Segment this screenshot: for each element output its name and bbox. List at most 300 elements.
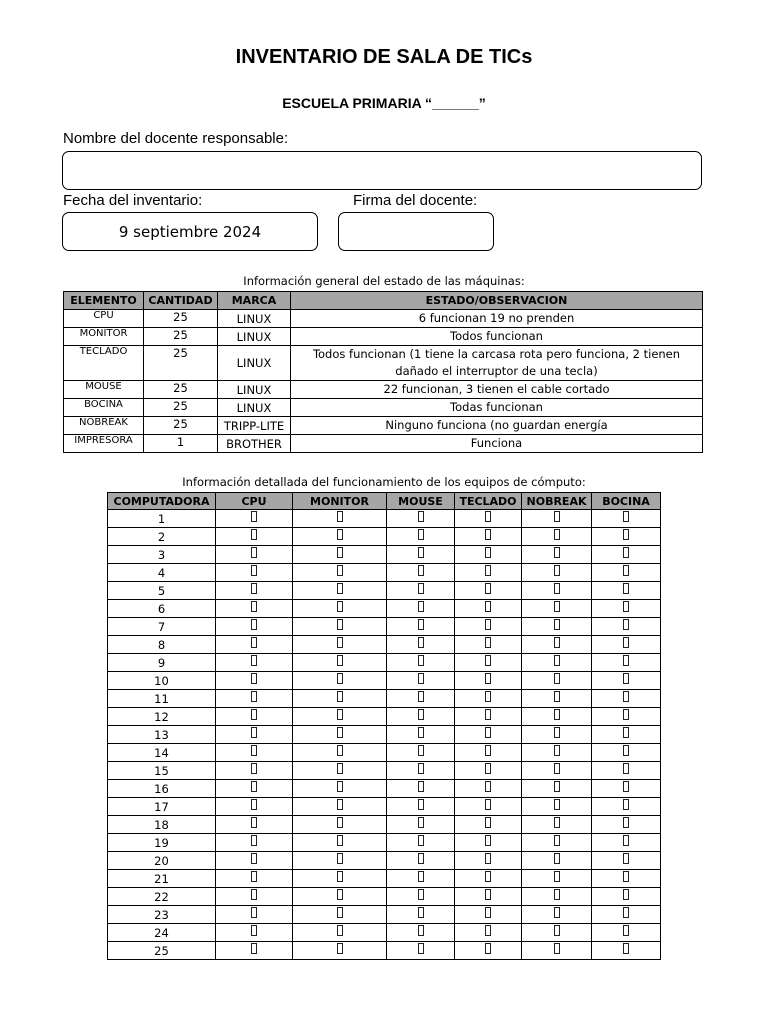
- status-cell-cpu[interactable]: [216, 618, 293, 636]
- checkbox-icon[interactable]: [485, 781, 491, 792]
- status-cell-monitor[interactable]: [293, 600, 387, 618]
- status-cell-monitor[interactable]: [293, 906, 387, 924]
- status-cell-cpu[interactable]: [216, 510, 293, 528]
- checkbox-icon[interactable]: [623, 907, 629, 918]
- status-cell-cpu[interactable]: [216, 636, 293, 654]
- status-cell-monitor[interactable]: [293, 816, 387, 834]
- checkbox-icon[interactable]: [251, 709, 257, 720]
- status-cell-bocina[interactable]: [592, 852, 661, 870]
- status-cell-bocina[interactable]: [592, 816, 661, 834]
- checkbox-icon[interactable]: [554, 709, 560, 720]
- status-cell-nobreak[interactable]: [522, 798, 592, 816]
- status-cell-mouse[interactable]: [387, 546, 455, 564]
- checkbox-icon[interactable]: [554, 799, 560, 810]
- checkbox-icon[interactable]: [251, 655, 257, 666]
- status-cell-teclado[interactable]: [455, 546, 522, 564]
- status-cell-teclado[interactable]: [455, 942, 522, 960]
- checkbox-icon[interactable]: [554, 763, 560, 774]
- checkbox-icon[interactable]: [623, 943, 629, 954]
- checkbox-icon[interactable]: [418, 691, 424, 702]
- checkbox-icon[interactable]: [554, 529, 560, 540]
- status-cell-cpu[interactable]: [216, 546, 293, 564]
- status-cell-bocina[interactable]: [592, 888, 661, 906]
- status-cell-cpu[interactable]: [216, 924, 293, 942]
- checkbox-icon[interactable]: [418, 547, 424, 558]
- status-cell-monitor[interactable]: [293, 726, 387, 744]
- checkbox-icon[interactable]: [485, 763, 491, 774]
- status-cell-cpu[interactable]: [216, 816, 293, 834]
- status-cell-teclado[interactable]: [455, 870, 522, 888]
- status-cell-cpu[interactable]: [216, 852, 293, 870]
- checkbox-icon[interactable]: [418, 817, 424, 828]
- checkbox-icon[interactable]: [337, 907, 343, 918]
- status-cell-mouse[interactable]: [387, 618, 455, 636]
- checkbox-icon[interactable]: [485, 691, 491, 702]
- status-cell-teclado[interactable]: [455, 600, 522, 618]
- checkbox-icon[interactable]: [337, 709, 343, 720]
- status-cell-mouse[interactable]: [387, 708, 455, 726]
- status-cell-cpu[interactable]: [216, 888, 293, 906]
- status-cell-nobreak[interactable]: [522, 726, 592, 744]
- status-cell-nobreak[interactable]: [522, 744, 592, 762]
- checkbox-icon[interactable]: [485, 583, 491, 594]
- checkbox-icon[interactable]: [337, 745, 343, 756]
- status-cell-nobreak[interactable]: [522, 690, 592, 708]
- status-cell-teclado[interactable]: [455, 852, 522, 870]
- status-cell-teclado[interactable]: [455, 672, 522, 690]
- status-cell-mouse[interactable]: [387, 906, 455, 924]
- status-cell-nobreak[interactable]: [522, 528, 592, 546]
- checkbox-icon[interactable]: [418, 565, 424, 576]
- status-cell-bocina[interactable]: [592, 870, 661, 888]
- checkbox-icon[interactable]: [418, 799, 424, 810]
- checkbox-icon[interactable]: [554, 835, 560, 846]
- checkbox-icon[interactable]: [418, 583, 424, 594]
- checkbox-icon[interactable]: [623, 637, 629, 648]
- status-cell-monitor[interactable]: [293, 690, 387, 708]
- checkbox-icon[interactable]: [485, 889, 491, 900]
- status-cell-nobreak[interactable]: [522, 942, 592, 960]
- checkbox-icon[interactable]: [337, 547, 343, 558]
- checkbox-icon[interactable]: [485, 799, 491, 810]
- checkbox-icon[interactable]: [485, 619, 491, 630]
- status-cell-bocina[interactable]: [592, 672, 661, 690]
- checkbox-icon[interactable]: [418, 889, 424, 900]
- checkbox-icon[interactable]: [623, 583, 629, 594]
- checkbox-icon[interactable]: [251, 853, 257, 864]
- checkbox-icon[interactable]: [485, 637, 491, 648]
- status-cell-teclado[interactable]: [455, 744, 522, 762]
- checkbox-icon[interactable]: [418, 943, 424, 954]
- status-cell-nobreak[interactable]: [522, 672, 592, 690]
- status-cell-monitor[interactable]: [293, 672, 387, 690]
- status-cell-monitor[interactable]: [293, 942, 387, 960]
- checkbox-icon[interactable]: [623, 745, 629, 756]
- status-cell-mouse[interactable]: [387, 654, 455, 672]
- checkbox-icon[interactable]: [623, 709, 629, 720]
- status-cell-teclado[interactable]: [455, 690, 522, 708]
- status-cell-nobreak[interactable]: [522, 564, 592, 582]
- checkbox-icon[interactable]: [554, 619, 560, 630]
- checkbox-icon[interactable]: [623, 853, 629, 864]
- status-cell-monitor[interactable]: [293, 546, 387, 564]
- checkbox-icon[interactable]: [251, 889, 257, 900]
- status-cell-bocina[interactable]: [592, 600, 661, 618]
- checkbox-icon[interactable]: [554, 601, 560, 612]
- checkbox-icon[interactable]: [337, 889, 343, 900]
- checkbox-icon[interactable]: [418, 781, 424, 792]
- status-cell-teclado[interactable]: [455, 762, 522, 780]
- status-cell-mouse[interactable]: [387, 798, 455, 816]
- status-cell-teclado[interactable]: [455, 528, 522, 546]
- checkbox-icon[interactable]: [251, 727, 257, 738]
- checkbox-icon[interactable]: [337, 655, 343, 666]
- status-cell-monitor[interactable]: [293, 834, 387, 852]
- checkbox-icon[interactable]: [485, 835, 491, 846]
- status-cell-mouse[interactable]: [387, 888, 455, 906]
- checkbox-icon[interactable]: [337, 511, 343, 522]
- status-cell-bocina[interactable]: [592, 780, 661, 798]
- checkbox-icon[interactable]: [554, 853, 560, 864]
- status-cell-monitor[interactable]: [293, 888, 387, 906]
- checkbox-icon[interactable]: [485, 511, 491, 522]
- checkbox-icon[interactable]: [623, 547, 629, 558]
- status-cell-nobreak[interactable]: [522, 546, 592, 564]
- checkbox-icon[interactable]: [337, 763, 343, 774]
- checkbox-icon[interactable]: [485, 565, 491, 576]
- status-cell-cpu[interactable]: [216, 564, 293, 582]
- status-cell-bocina[interactable]: [592, 636, 661, 654]
- status-cell-monitor[interactable]: [293, 636, 387, 654]
- checkbox-icon[interactable]: [485, 817, 491, 828]
- status-cell-mouse[interactable]: [387, 816, 455, 834]
- status-cell-mouse[interactable]: [387, 528, 455, 546]
- status-cell-bocina[interactable]: [592, 708, 661, 726]
- status-cell-teclado[interactable]: [455, 582, 522, 600]
- checkbox-icon[interactable]: [251, 547, 257, 558]
- status-cell-teclado[interactable]: [455, 816, 522, 834]
- checkbox-icon[interactable]: [337, 673, 343, 684]
- checkbox-icon[interactable]: [251, 583, 257, 594]
- checkbox-icon[interactable]: [251, 925, 257, 936]
- checkbox-icon[interactable]: [418, 637, 424, 648]
- checkbox-icon[interactable]: [623, 727, 629, 738]
- status-cell-nobreak[interactable]: [522, 582, 592, 600]
- status-cell-mouse[interactable]: [387, 600, 455, 618]
- status-cell-monitor[interactable]: [293, 870, 387, 888]
- checkbox-icon[interactable]: [251, 619, 257, 630]
- status-cell-nobreak[interactable]: [522, 708, 592, 726]
- checkbox-icon[interactable]: [554, 691, 560, 702]
- checkbox-icon[interactable]: [623, 889, 629, 900]
- checkbox-icon[interactable]: [251, 781, 257, 792]
- checkbox-icon[interactable]: [418, 745, 424, 756]
- checkbox-icon[interactable]: [337, 601, 343, 612]
- checkbox-icon[interactable]: [485, 745, 491, 756]
- status-cell-monitor[interactable]: [293, 924, 387, 942]
- status-cell-nobreak[interactable]: [522, 780, 592, 798]
- status-cell-monitor[interactable]: [293, 762, 387, 780]
- checkbox-icon[interactable]: [251, 817, 257, 828]
- status-cell-teclado[interactable]: [455, 780, 522, 798]
- checkbox-icon[interactable]: [337, 619, 343, 630]
- checkbox-icon[interactable]: [623, 691, 629, 702]
- status-cell-monitor[interactable]: [293, 744, 387, 762]
- status-cell-nobreak[interactable]: [522, 834, 592, 852]
- status-cell-bocina[interactable]: [592, 546, 661, 564]
- status-cell-bocina[interactable]: [592, 762, 661, 780]
- status-cell-monitor[interactable]: [293, 582, 387, 600]
- status-cell-teclado[interactable]: [455, 906, 522, 924]
- status-cell-mouse[interactable]: [387, 582, 455, 600]
- status-cell-monitor[interactable]: [293, 852, 387, 870]
- status-cell-nobreak[interactable]: [522, 888, 592, 906]
- checkbox-icon[interactable]: [554, 673, 560, 684]
- checkbox-icon[interactable]: [554, 943, 560, 954]
- checkbox-icon[interactable]: [251, 763, 257, 774]
- checkbox-icon[interactable]: [337, 943, 343, 954]
- checkbox-icon[interactable]: [554, 889, 560, 900]
- checkbox-icon[interactable]: [623, 871, 629, 882]
- checkbox-icon[interactable]: [554, 871, 560, 882]
- status-cell-cpu[interactable]: [216, 780, 293, 798]
- checkbox-icon[interactable]: [418, 727, 424, 738]
- status-cell-mouse[interactable]: [387, 636, 455, 654]
- signature-field[interactable]: [338, 212, 494, 251]
- status-cell-nobreak[interactable]: [522, 636, 592, 654]
- checkbox-icon[interactable]: [418, 655, 424, 666]
- status-cell-nobreak[interactable]: [522, 924, 592, 942]
- status-cell-mouse[interactable]: [387, 726, 455, 744]
- status-cell-nobreak[interactable]: [522, 762, 592, 780]
- status-cell-bocina[interactable]: [592, 906, 661, 924]
- status-cell-nobreak[interactable]: [522, 852, 592, 870]
- status-cell-mouse[interactable]: [387, 762, 455, 780]
- status-cell-cpu[interactable]: [216, 798, 293, 816]
- status-cell-cpu[interactable]: [216, 726, 293, 744]
- checkbox-icon[interactable]: [251, 691, 257, 702]
- checkbox-icon[interactable]: [485, 853, 491, 864]
- status-cell-cpu[interactable]: [216, 744, 293, 762]
- checkbox-icon[interactable]: [251, 835, 257, 846]
- status-cell-nobreak[interactable]: [522, 906, 592, 924]
- status-cell-teclado[interactable]: [455, 834, 522, 852]
- status-cell-teclado[interactable]: [455, 510, 522, 528]
- checkbox-icon[interactable]: [554, 511, 560, 522]
- checkbox-icon[interactable]: [418, 709, 424, 720]
- checkbox-icon[interactable]: [623, 799, 629, 810]
- checkbox-icon[interactable]: [418, 835, 424, 846]
- status-cell-teclado[interactable]: [455, 888, 522, 906]
- status-cell-teclado[interactable]: [455, 618, 522, 636]
- checkbox-icon[interactable]: [251, 673, 257, 684]
- checkbox-icon[interactable]: [554, 565, 560, 576]
- checkbox-icon[interactable]: [554, 817, 560, 828]
- checkbox-icon[interactable]: [554, 745, 560, 756]
- status-cell-cpu[interactable]: [216, 942, 293, 960]
- checkbox-icon[interactable]: [418, 871, 424, 882]
- status-cell-mouse[interactable]: [387, 834, 455, 852]
- status-cell-nobreak[interactable]: [522, 870, 592, 888]
- checkbox-icon[interactable]: [337, 799, 343, 810]
- checkbox-icon[interactable]: [418, 511, 424, 522]
- checkbox-icon[interactable]: [337, 925, 343, 936]
- checkbox-icon[interactable]: [418, 673, 424, 684]
- checkbox-icon[interactable]: [337, 835, 343, 846]
- status-cell-cpu[interactable]: [216, 906, 293, 924]
- checkbox-icon[interactable]: [337, 583, 343, 594]
- status-cell-bocina[interactable]: [592, 564, 661, 582]
- checkbox-icon[interactable]: [623, 925, 629, 936]
- status-cell-cpu[interactable]: [216, 600, 293, 618]
- checkbox-icon[interactable]: [623, 781, 629, 792]
- status-cell-mouse[interactable]: [387, 870, 455, 888]
- status-cell-bocina[interactable]: [592, 834, 661, 852]
- status-cell-bocina[interactable]: [592, 798, 661, 816]
- status-cell-mouse[interactable]: [387, 942, 455, 960]
- checkbox-icon[interactable]: [485, 655, 491, 666]
- checkbox-icon[interactable]: [485, 943, 491, 954]
- status-cell-bocina[interactable]: [592, 528, 661, 546]
- status-cell-cpu[interactable]: [216, 672, 293, 690]
- status-cell-cpu[interactable]: [216, 690, 293, 708]
- checkbox-icon[interactable]: [623, 835, 629, 846]
- checkbox-icon[interactable]: [337, 529, 343, 540]
- checkbox-icon[interactable]: [251, 529, 257, 540]
- status-cell-mouse[interactable]: [387, 780, 455, 798]
- status-cell-mouse[interactable]: [387, 852, 455, 870]
- status-cell-mouse[interactable]: [387, 564, 455, 582]
- status-cell-mouse[interactable]: [387, 924, 455, 942]
- checkbox-icon[interactable]: [485, 727, 491, 738]
- status-cell-bocina[interactable]: [592, 942, 661, 960]
- checkbox-icon[interactable]: [554, 781, 560, 792]
- checkbox-icon[interactable]: [337, 691, 343, 702]
- status-cell-bocina[interactable]: [592, 744, 661, 762]
- checkbox-icon[interactable]: [485, 673, 491, 684]
- status-cell-teclado[interactable]: [455, 924, 522, 942]
- checkbox-icon[interactable]: [337, 817, 343, 828]
- checkbox-icon[interactable]: [337, 781, 343, 792]
- checkbox-icon[interactable]: [418, 529, 424, 540]
- checkbox-icon[interactable]: [623, 529, 629, 540]
- checkbox-icon[interactable]: [418, 925, 424, 936]
- teacher-name-field[interactable]: [62, 151, 702, 190]
- checkbox-icon[interactable]: [554, 583, 560, 594]
- checkbox-icon[interactable]: [485, 547, 491, 558]
- checkbox-icon[interactable]: [485, 871, 491, 882]
- status-cell-monitor[interactable]: [293, 798, 387, 816]
- status-cell-monitor[interactable]: [293, 564, 387, 582]
- checkbox-icon[interactable]: [554, 547, 560, 558]
- checkbox-icon[interactable]: [485, 709, 491, 720]
- checkbox-icon[interactable]: [251, 601, 257, 612]
- status-cell-monitor[interactable]: [293, 528, 387, 546]
- checkbox-icon[interactable]: [418, 619, 424, 630]
- checkbox-icon[interactable]: [337, 853, 343, 864]
- checkbox-icon[interactable]: [623, 655, 629, 666]
- status-cell-bocina[interactable]: [592, 924, 661, 942]
- checkbox-icon[interactable]: [251, 745, 257, 756]
- checkbox-icon[interactable]: [251, 637, 257, 648]
- checkbox-icon[interactable]: [337, 871, 343, 882]
- checkbox-icon[interactable]: [337, 637, 343, 648]
- status-cell-mouse[interactable]: [387, 690, 455, 708]
- status-cell-bocina[interactable]: [592, 690, 661, 708]
- status-cell-cpu[interactable]: [216, 762, 293, 780]
- checkbox-icon[interactable]: [418, 907, 424, 918]
- checkbox-icon[interactable]: [251, 943, 257, 954]
- status-cell-bocina[interactable]: [592, 510, 661, 528]
- status-cell-bocina[interactable]: [592, 618, 661, 636]
- status-cell-teclado[interactable]: [455, 564, 522, 582]
- status-cell-monitor[interactable]: [293, 780, 387, 798]
- status-cell-nobreak[interactable]: [522, 618, 592, 636]
- checkbox-icon[interactable]: [554, 727, 560, 738]
- checkbox-icon[interactable]: [485, 925, 491, 936]
- status-cell-nobreak[interactable]: [522, 600, 592, 618]
- status-cell-cpu[interactable]: [216, 654, 293, 672]
- checkbox-icon[interactable]: [251, 565, 257, 576]
- checkbox-icon[interactable]: [337, 565, 343, 576]
- status-cell-monitor[interactable]: [293, 708, 387, 726]
- checkbox-icon[interactable]: [554, 925, 560, 936]
- checkbox-icon[interactable]: [554, 907, 560, 918]
- checkbox-icon[interactable]: [485, 529, 491, 540]
- status-cell-monitor[interactable]: [293, 618, 387, 636]
- checkbox-icon[interactable]: [623, 763, 629, 774]
- status-cell-cpu[interactable]: [216, 582, 293, 600]
- status-cell-nobreak[interactable]: [522, 816, 592, 834]
- status-cell-teclado[interactable]: [455, 726, 522, 744]
- checkbox-icon[interactable]: [337, 727, 343, 738]
- status-cell-cpu[interactable]: [216, 708, 293, 726]
- status-cell-monitor[interactable]: [293, 510, 387, 528]
- status-cell-bocina[interactable]: [592, 582, 661, 600]
- date-field[interactable]: 9 septiembre 2024: [62, 212, 318, 251]
- status-cell-teclado[interactable]: [455, 798, 522, 816]
- checkbox-icon[interactable]: [623, 511, 629, 522]
- status-cell-teclado[interactable]: [455, 708, 522, 726]
- checkbox-icon[interactable]: [554, 637, 560, 648]
- status-cell-bocina[interactable]: [592, 654, 661, 672]
- checkbox-icon[interactable]: [623, 673, 629, 684]
- status-cell-bocina[interactable]: [592, 726, 661, 744]
- checkbox-icon[interactable]: [554, 655, 560, 666]
- checkbox-icon[interactable]: [418, 763, 424, 774]
- status-cell-cpu[interactable]: [216, 528, 293, 546]
- status-cell-cpu[interactable]: [216, 870, 293, 888]
- checkbox-icon[interactable]: [418, 853, 424, 864]
- status-cell-nobreak[interactable]: [522, 510, 592, 528]
- status-cell-monitor[interactable]: [293, 654, 387, 672]
- checkbox-icon[interactable]: [623, 619, 629, 630]
- checkbox-icon[interactable]: [485, 907, 491, 918]
- checkbox-icon[interactable]: [251, 907, 257, 918]
- status-cell-nobreak[interactable]: [522, 654, 592, 672]
- checkbox-icon[interactable]: [251, 871, 257, 882]
- checkbox-icon[interactable]: [623, 601, 629, 612]
- checkbox-icon[interactable]: [251, 799, 257, 810]
- status-cell-mouse[interactable]: [387, 744, 455, 762]
- checkbox-icon[interactable]: [623, 565, 629, 576]
- status-cell-mouse[interactable]: [387, 672, 455, 690]
- status-cell-mouse[interactable]: [387, 510, 455, 528]
- checkbox-icon[interactable]: [485, 601, 491, 612]
- checkbox-icon[interactable]: [623, 817, 629, 828]
- checkbox-icon[interactable]: [251, 511, 257, 522]
- checkbox-icon[interactable]: [418, 601, 424, 612]
